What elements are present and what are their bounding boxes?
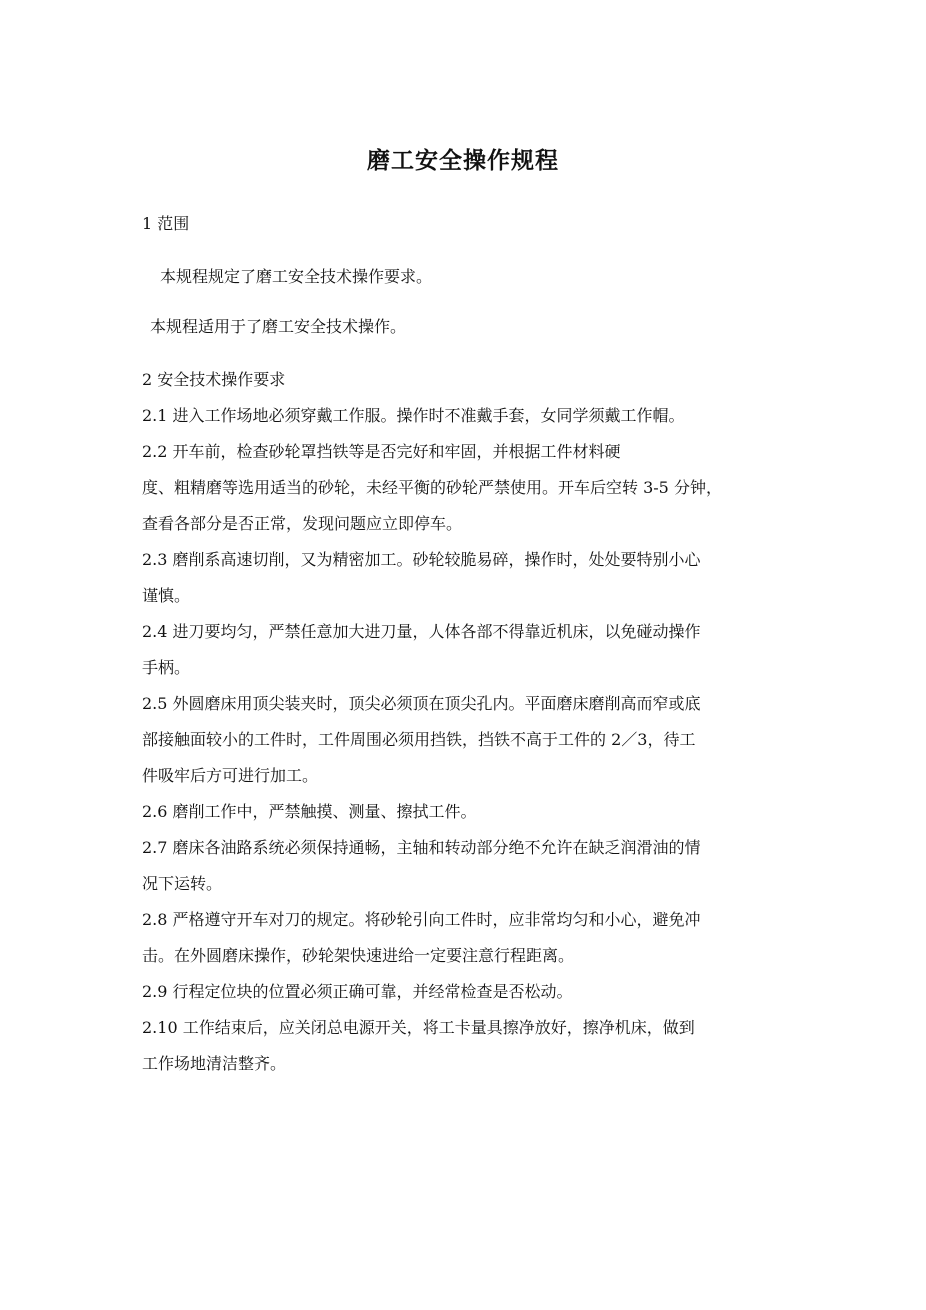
item-2-4-line-1: 2.4 进刀要均匀，严禁任意加大进刀量，人体各部不得靠近机床，以免碰动操作	[142, 622, 701, 641]
item-2-5-line-1: 2.5 外圆磨床用顶尖装夹时，顶尖必须顶在顶尖孔内。平面磨床磨削高而窄或底	[142, 694, 701, 713]
item-2-2-line-2: 度、粗精磨等选用适当的砂轮，未经平衡的砂轮严禁使用。开车后空转 3-5 分钟，	[142, 478, 722, 497]
item-2-3-line-2: 谨慎。	[142, 586, 191, 605]
item-2-8-line-2: 击。在外圆磨床操作，砂轮架快速进给一定要注意行程距离。	[142, 946, 575, 965]
item-2-7-line-2: 况下运转。	[142, 874, 223, 893]
item-2-2-line-1: 2.2 开车前，检查砂轮罩挡铁等是否完好和牢固，并根据工件材料硬	[142, 442, 621, 461]
item-2-10-line-2: 工作场地清洁整齐。	[142, 1054, 287, 1073]
item-2-7-line-1: 2.7 磨床各油路系统必须保持通畅，主轴和转动部分绝不允许在缺乏润滑油的情	[142, 838, 701, 857]
section-1-paragraph-2: 本规程适用于了磨工安全技术操作。	[150, 317, 407, 336]
document-title: 磨工安全操作规程	[367, 147, 559, 174]
item-2-2-line-3: 查看各部分是否正常，发现问题应立即停车。	[142, 514, 463, 533]
section-2-heading: 2 安全技术操作要求	[142, 370, 286, 389]
item-2-5-line-3: 件吸牢后方可进行加工。	[142, 766, 319, 785]
item-2-5-line-2: 部接触面较小的工件时，工件周围必须用挡铁，挡铁不高于工件的 2／3，待工	[142, 730, 696, 749]
item-2-1: 2.1 进入工作场地必须穿戴工作服。操作时不准戴手套，女同学须戴工作帽。	[142, 406, 685, 425]
item-2-9: 2.9 行程定位块的位置必须正确可靠，并经常检查是否松动。	[142, 982, 573, 1001]
item-2-10-line-1: 2.10 工作结束后，应关闭总电源开关，将工卡量具擦净放好，擦净机床，做到	[142, 1018, 695, 1037]
item-2-3-line-1: 2.3 磨削系高速切削，又为精密加工。砂轮较脆易碎，操作时，处处要特别小心	[142, 550, 701, 569]
section-1	[142, 206, 792, 242]
item-2-4-line-2: 手柄。	[142, 658, 191, 677]
section-2	[142, 362, 792, 1082]
item-2-6: 2.6 磨削工作中，严禁触摸、测量、擦拭工件。	[142, 802, 477, 821]
item-2-8-line-1: 2.8 严格遵守开车对刀的规定。将砂轮引向工件时，应非常均匀和小心，避免冲	[142, 910, 701, 929]
section-1-paragraph-1: 本规程规定了磨工安全技术操作要求。	[160, 267, 433, 286]
section-1-heading: 1 范围	[142, 214, 190, 233]
